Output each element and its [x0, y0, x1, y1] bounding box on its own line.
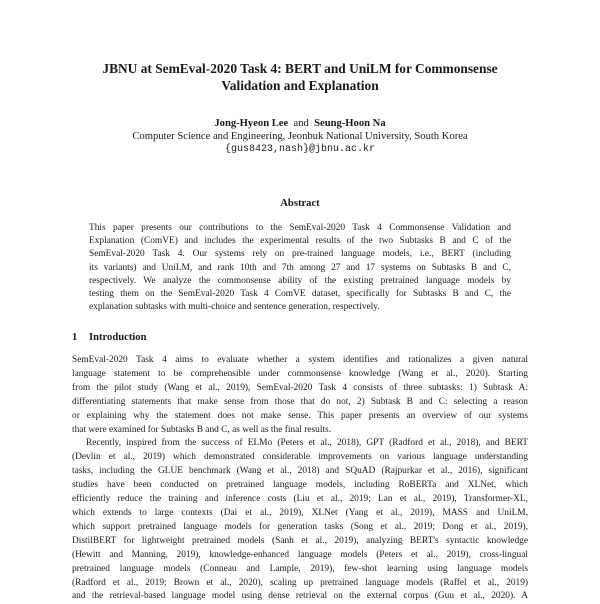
- abstract-heading: Abstract: [280, 198, 320, 209]
- body-line: pretrained language models (Conneau and Lample, 2019), few-shot learning using language models: [72, 563, 528, 574]
- body-line: which extends to large contexts (Dai et al., 2019), XLNet (Yang et al., 2019), MASS and UniLM,: [72, 507, 528, 518]
- abstract-text: [89, 222, 511, 314]
- section-heading-introduction: [72, 332, 147, 343]
- title-line-1: JBNU at SemEval-2020 Task 4: BERT and UniLM for Commonsense: [102, 61, 498, 76]
- section-number: 1: [72, 332, 78, 343]
- author-names: [40, 117, 560, 130]
- body-line: (Hewitt and Manning, 2019), knowledge-enhanced language models (Peters et al., 2019), cross-lingual: [72, 549, 528, 560]
- abstract-line: This paper presents our contributions to the SemEval-2020 Task 4 Commonsense Validation and: [89, 223, 511, 233]
- body-line: from the pilot study (Wang et al., 2019), SemEval-2020 Task 4 consists of three subtasks: 1) Subtask A:: [72, 382, 528, 393]
- abstract-line: respectively. We analyze the commonsense ability of the existing pretrained language models by: [89, 275, 511, 286]
- body-line: that were examined for Subtasks B and C, as well as the final results.: [72, 424, 332, 435]
- abstract-line: its variants) and UniLM, and rank 10th and 7th among 27 and 17 systems on Subtasks B and C,: [89, 262, 511, 273]
- body-line: and the retrieval-based language model using dense retrieval on the external corpus (Guu et al., 2020). A: [72, 591, 528, 602]
- affiliation: Computer Science and Engineering, Jeonbuk National University, South Korea: [132, 131, 468, 142]
- section-title: Introduction: [89, 332, 147, 343]
- author-1: Jong-Hyeon Lee: [214, 118, 289, 129]
- title-line-2: Validation and Explanation: [221, 78, 379, 93]
- body-line: Recently, inspired from the success of ELMo (Peters et al., 2018), GPT (Radford et al., 2018), and BERT: [86, 438, 528, 449]
- abstract-line: SemEval-2020 Task 4. Our systems rely on pre-trained language models, i.e., BERT (including: [89, 249, 511, 260]
- author-email: {gus8423,nash}@jbnu.ac.kr: [224, 144, 376, 155]
- author-2: Seung-Hoon Na: [314, 118, 386, 129]
- body-line: differentiating statements that make sense from those that do not, 2) Subtask B and C: selecting a reason: [72, 396, 528, 407]
- body-line: SemEval-2020 Task 4 aims to evaluate whether a system identifies and rationalizes a given natural: [72, 355, 528, 365]
- body-line: efficiently reduce the training and inference costs (Liu et al., 2019; Lan et al., 2019), Transformer-XL,: [72, 494, 528, 505]
- introduction-body: [72, 354, 528, 604]
- author-block: [40, 117, 560, 156]
- abstract-line: explanation subtasks with multi-choice and sentence generation, respectively.: [89, 302, 380, 313]
- abstract-line: testing them on the SemEval-2020 Task 4 ComVE dataset, specifically for Subtasks B and C, the: [89, 289, 511, 300]
- paper-title: [60, 60, 540, 94]
- abstract-line: Explanation (ComVE) and includes the experimental results of the two Subtasks B and C of the: [89, 236, 511, 247]
- body-line: or explaining why the statement does not make sense. This paper presents an overview of our systems: [72, 410, 528, 421]
- body-line: DistilBERT for lightweight pretrained models (Sanh et al., 2019), analyzing BERT's syntactic knowledge: [72, 535, 528, 546]
- body-line: which support pretrained language models for generation tasks (Song et al., 2019; Dong et al., 2019),: [72, 521, 528, 532]
- body-line: (Radford et al., 2019; Brown et al., 2020), scaling up pretrained language models (Raffel et al., 2019): [72, 577, 528, 588]
- body-line: tasks, including the GLUE benchmark (Wang et al., 2018) and SQuAD (Rajpurkar et al., 2016), significant: [72, 466, 528, 477]
- body-line: language statement to be comprehensible under commonsense knowledge (Wang et al., 2020). Starting: [72, 368, 528, 379]
- author-and: and: [293, 118, 309, 129]
- body-line: (Devlin et al., 2019) which demonstrated considerable improvements on various language understanding: [72, 452, 528, 463]
- body-line: studies have been conducted on pretrained language models, including RoBERTa and XLNet, which: [72, 480, 528, 491]
